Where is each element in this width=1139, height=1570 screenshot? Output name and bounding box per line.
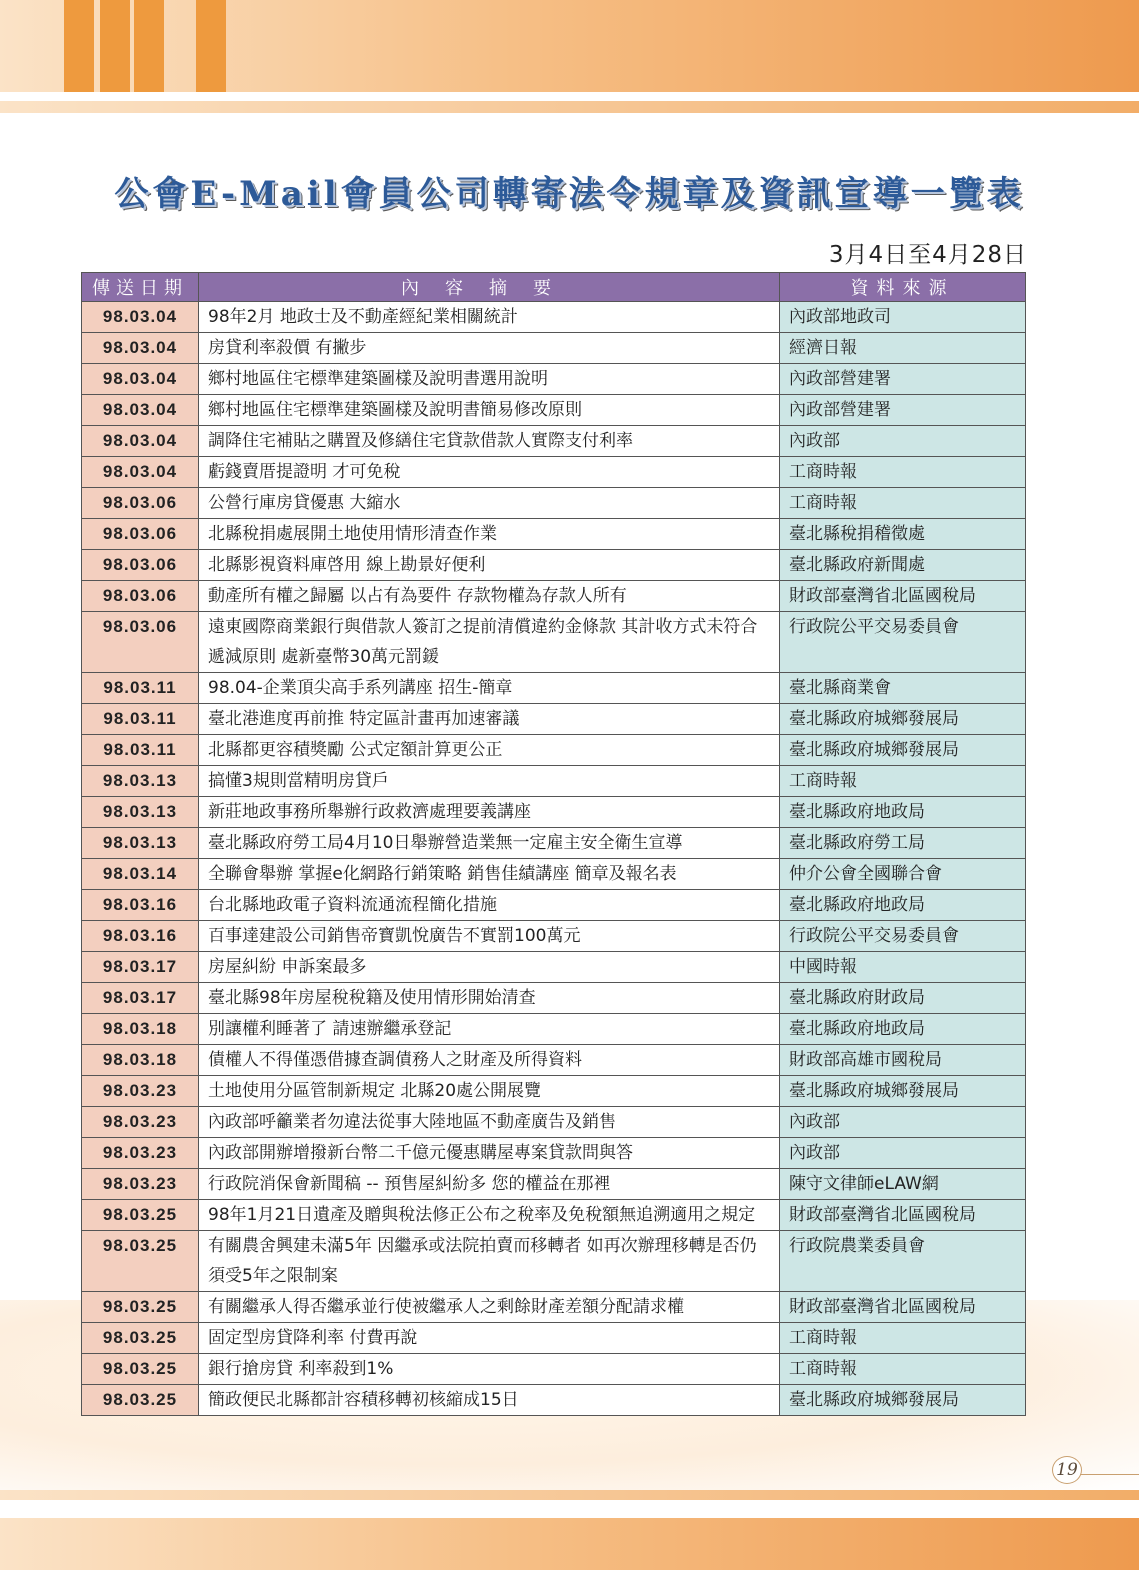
- row-date: 98.03.18: [82, 1045, 199, 1076]
- table-row: [82, 735, 1026, 766]
- footer-rule: [0, 1490, 1139, 1500]
- header-stripe: [100, 0, 130, 92]
- table-body: [82, 302, 1026, 1416]
- row-source: 臺北縣政府勞工局: [780, 828, 1026, 859]
- column-header-content: 內容摘要: [199, 273, 780, 302]
- row-source: 工商時報: [780, 457, 1026, 488]
- row-source: 臺北縣商業會: [780, 673, 1026, 704]
- header-decoration-band: [0, 0, 1139, 92]
- row-date: 98.03.25: [82, 1354, 199, 1385]
- table-row: [82, 550, 1026, 581]
- row-date: 98.03.04: [82, 426, 199, 457]
- date-range: 3月4日至4月28日: [828, 242, 1027, 268]
- table-row: [82, 766, 1026, 797]
- row-source: 內政部地政司: [780, 302, 1026, 333]
- row-source: 內政部: [780, 426, 1026, 457]
- table-row: [82, 1076, 1026, 1107]
- row-content: 北縣稅捐處展開土地使用情形清查作業: [199, 519, 780, 550]
- row-date: 98.03.25: [82, 1231, 199, 1292]
- row-source: 臺北縣政府城鄉發展局: [780, 735, 1026, 766]
- header-stripe: [64, 0, 94, 92]
- row-content: 98年1月21日遺產及贈與稅法修正公布之稅率及免稅額無追溯適用之規定: [199, 1200, 780, 1231]
- table-row: [82, 673, 1026, 704]
- table-row: [82, 426, 1026, 457]
- table-row: [82, 1354, 1026, 1385]
- page-number: 19: [1052, 1456, 1082, 1484]
- row-content: 調降住宅補貼之購置及修繕住宅貸款借款人實際支付利率: [199, 426, 780, 457]
- row-source: 臺北縣政府新聞處: [780, 550, 1026, 581]
- row-date: 98.03.16: [82, 890, 199, 921]
- row-source: 仲介公會全國聯合會: [780, 859, 1026, 890]
- row-content: 公營行庫房貸優惠 大縮水: [199, 488, 780, 519]
- row-date: 98.03.11: [82, 673, 199, 704]
- row-date: 98.03.11: [82, 735, 199, 766]
- row-source: 工商時報: [780, 1323, 1026, 1354]
- table-row: [82, 302, 1026, 333]
- row-source: 工商時報: [780, 1354, 1026, 1385]
- row-source: 行政院公平交易委員會: [780, 921, 1026, 952]
- row-date: 98.03.17: [82, 983, 199, 1014]
- row-content: 土地使用分區管制新規定 北縣20處公開展覽: [199, 1076, 780, 1107]
- row-source: 工商時報: [780, 766, 1026, 797]
- table-header-row: [82, 273, 1026, 302]
- row-content: 98.04-企業頂尖高手系列講座 招生-簡章: [199, 673, 780, 704]
- table-row: [82, 921, 1026, 952]
- row-source: 工商時報: [780, 488, 1026, 519]
- table-row: [82, 395, 1026, 426]
- row-content: 鄉村地區住宅標準建築圖樣及說明書選用說明: [199, 364, 780, 395]
- row-content: 簡政便民北縣都計容積移轉初核縮成15日: [199, 1385, 780, 1416]
- row-source: 內政部: [780, 1107, 1026, 1138]
- table-row: [82, 1045, 1026, 1076]
- row-source: 財政部高雄市國稅局: [780, 1045, 1026, 1076]
- row-content: 房屋糾紛 申訴案最多: [199, 952, 780, 983]
- row-source: 臺北縣政府財政局: [780, 983, 1026, 1014]
- row-content: 鄉村地區住宅標準建築圖樣及說明書簡易修改原則: [199, 395, 780, 426]
- row-content: 臺北縣政府勞工局4月10日舉辦營造業無一定雇主安全衛生宣導: [199, 828, 780, 859]
- row-content: 新莊地政事務所舉辦行政救濟處理要義講座: [199, 797, 780, 828]
- table-row: [82, 1014, 1026, 1045]
- row-date: 98.03.25: [82, 1385, 199, 1416]
- row-source: 臺北縣政府城鄉發展局: [780, 704, 1026, 735]
- table-row: [82, 1200, 1026, 1231]
- row-content: 內政部開辦增撥新台幣二千億元優惠購屋專案貸款問與答: [199, 1138, 780, 1169]
- row-content: 臺北港進度再前推 特定區計畫再加速審議: [199, 704, 780, 735]
- row-content: 固定型房貸降利率 付費再說: [199, 1323, 780, 1354]
- row-content: 行政院消保會新聞稿 -- 預售屋糾紛多 您的權益在那裡: [199, 1169, 780, 1200]
- row-date: 98.03.04: [82, 364, 199, 395]
- row-date: 98.03.06: [82, 488, 199, 519]
- row-date: 98.03.16: [82, 921, 199, 952]
- row-content: 臺北縣98年房屋稅稅籍及使用情形開始清查: [199, 983, 780, 1014]
- row-date: 98.03.25: [82, 1292, 199, 1323]
- row-content: 北縣都更容積獎勵 公式定額計算更公正: [199, 735, 780, 766]
- row-content: 遠東國際商業銀行與借款人簽訂之提前清償違約金條款 其計收方式未符合遞減原則 處新臺幣30萬元罰鍰: [199, 612, 780, 673]
- row-source: 財政部臺灣省北區國稅局: [780, 581, 1026, 612]
- header-stripe: [134, 0, 164, 92]
- row-content: 全聯會舉辦 掌握e化網路行銷策略 銷售佳績講座 簡章及報名表: [199, 859, 780, 890]
- table-row: [82, 457, 1026, 488]
- row-date: 98.03.25: [82, 1200, 199, 1231]
- row-date: 98.03.11: [82, 704, 199, 735]
- footer-decoration-band: [0, 1518, 1139, 1570]
- row-content: 房貸利率殺價 有撇步: [199, 333, 780, 364]
- row-source: 臺北縣政府城鄉發展局: [780, 1385, 1026, 1416]
- header-stripe: [196, 0, 226, 92]
- row-source: 中國時報: [780, 952, 1026, 983]
- row-content: 有關農舍興建未滿5年 因繼承或法院拍賣而移轉者 如再次辦理移轉是否仍須受5年之限制案: [199, 1231, 780, 1292]
- row-date: 98.03.04: [82, 302, 199, 333]
- row-date: 98.03.17: [82, 952, 199, 983]
- row-source: 經濟日報: [780, 333, 1026, 364]
- row-source: 內政部營建署: [780, 395, 1026, 426]
- table-row: [82, 1169, 1026, 1200]
- row-date: 98.03.06: [82, 612, 199, 673]
- row-date: 98.03.13: [82, 766, 199, 797]
- row-date: 98.03.14: [82, 859, 199, 890]
- row-date: 98.03.13: [82, 828, 199, 859]
- row-source: 財政部臺灣省北區國稅局: [780, 1292, 1026, 1323]
- table-row: [82, 1323, 1026, 1354]
- row-content: 動產所有權之歸屬 以占有為要件 存款物權為存款人所有: [199, 581, 780, 612]
- table-row: [82, 612, 1026, 673]
- table-row: [82, 1138, 1026, 1169]
- row-date: 98.03.23: [82, 1169, 199, 1200]
- page-number-rule: [1080, 1474, 1139, 1475]
- table-row: [82, 364, 1026, 395]
- row-date: 98.03.23: [82, 1107, 199, 1138]
- row-source: 臺北縣政府地政局: [780, 1014, 1026, 1045]
- table-row: [82, 1231, 1026, 1292]
- row-content: 北縣影視資料庫啓用 線上勘景好便利: [199, 550, 780, 581]
- row-source: 內政部營建署: [780, 364, 1026, 395]
- row-date: 98.03.23: [82, 1138, 199, 1169]
- row-date: 98.03.06: [82, 519, 199, 550]
- table-row: [82, 1385, 1026, 1416]
- page-title: 公會E-Mail會員公司轉寄法令規章及資訊宣導一覽表: [114, 174, 1025, 214]
- row-content: 台北縣地政電子資料流通流程簡化措施: [199, 890, 780, 921]
- row-source: 財政部臺灣省北區國稅局: [780, 1200, 1026, 1231]
- table-row: [82, 519, 1026, 550]
- column-header-source: 資料來源: [780, 273, 1026, 302]
- row-date: 98.03.06: [82, 581, 199, 612]
- row-date: 98.03.06: [82, 550, 199, 581]
- row-content: 別讓權利睡著了 請速辦繼承登記: [199, 1014, 780, 1045]
- column-header-date: 傳送日期: [82, 273, 199, 302]
- row-date: 98.03.04: [82, 333, 199, 364]
- row-content: 內政部呼籲業者勿違法從事大陸地區不動產廣告及銷售: [199, 1107, 780, 1138]
- header-rule: [0, 101, 1139, 113]
- row-content: 98年2月 地政士及不動產經紀業相關統計: [199, 302, 780, 333]
- table-row: [82, 859, 1026, 890]
- row-content: 百事達建設公司銷售帝寶凱悅廣告不實罰100萬元: [199, 921, 780, 952]
- row-source: 行政院農業委員會: [780, 1231, 1026, 1292]
- row-source: 陳守文律師eLAW網: [780, 1169, 1026, 1200]
- row-content: 銀行搶房貸 利率殺到1%: [199, 1354, 780, 1385]
- row-content: 有關繼承人得否繼承並行使被繼承人之剩餘財產差額分配請求權: [199, 1292, 780, 1323]
- row-date: 98.03.23: [82, 1076, 199, 1107]
- table-row: [82, 1107, 1026, 1138]
- table-row: [82, 581, 1026, 612]
- table-row: [82, 797, 1026, 828]
- row-content: 債權人不得僅憑借據查調債務人之財產及所得資料: [199, 1045, 780, 1076]
- row-source: 臺北縣政府城鄉發展局: [780, 1076, 1026, 1107]
- table-row: [82, 952, 1026, 983]
- row-date: 98.03.18: [82, 1014, 199, 1045]
- table-row: [82, 890, 1026, 921]
- row-source: 行政院公平交易委員會: [780, 612, 1026, 673]
- row-source: 臺北縣政府地政局: [780, 797, 1026, 828]
- row-source: 內政部: [780, 1138, 1026, 1169]
- bulletin-table: [81, 272, 1026, 1416]
- row-date: 98.03.04: [82, 395, 199, 426]
- table-row: [82, 704, 1026, 735]
- table-row: [82, 488, 1026, 519]
- row-source: 臺北縣政府地政局: [780, 890, 1026, 921]
- row-date: 98.03.25: [82, 1323, 199, 1354]
- table-row: [82, 333, 1026, 364]
- row-content: 搞懂3規則當精明房貸戶: [199, 766, 780, 797]
- table-row: [82, 1292, 1026, 1323]
- row-source: 臺北縣稅捐稽徵處: [780, 519, 1026, 550]
- row-content: 虧錢賣厝提證明 才可免稅: [199, 457, 780, 488]
- row-date: 98.03.04: [82, 457, 199, 488]
- table-row: [82, 983, 1026, 1014]
- table-row: [82, 828, 1026, 859]
- row-date: 98.03.13: [82, 797, 199, 828]
